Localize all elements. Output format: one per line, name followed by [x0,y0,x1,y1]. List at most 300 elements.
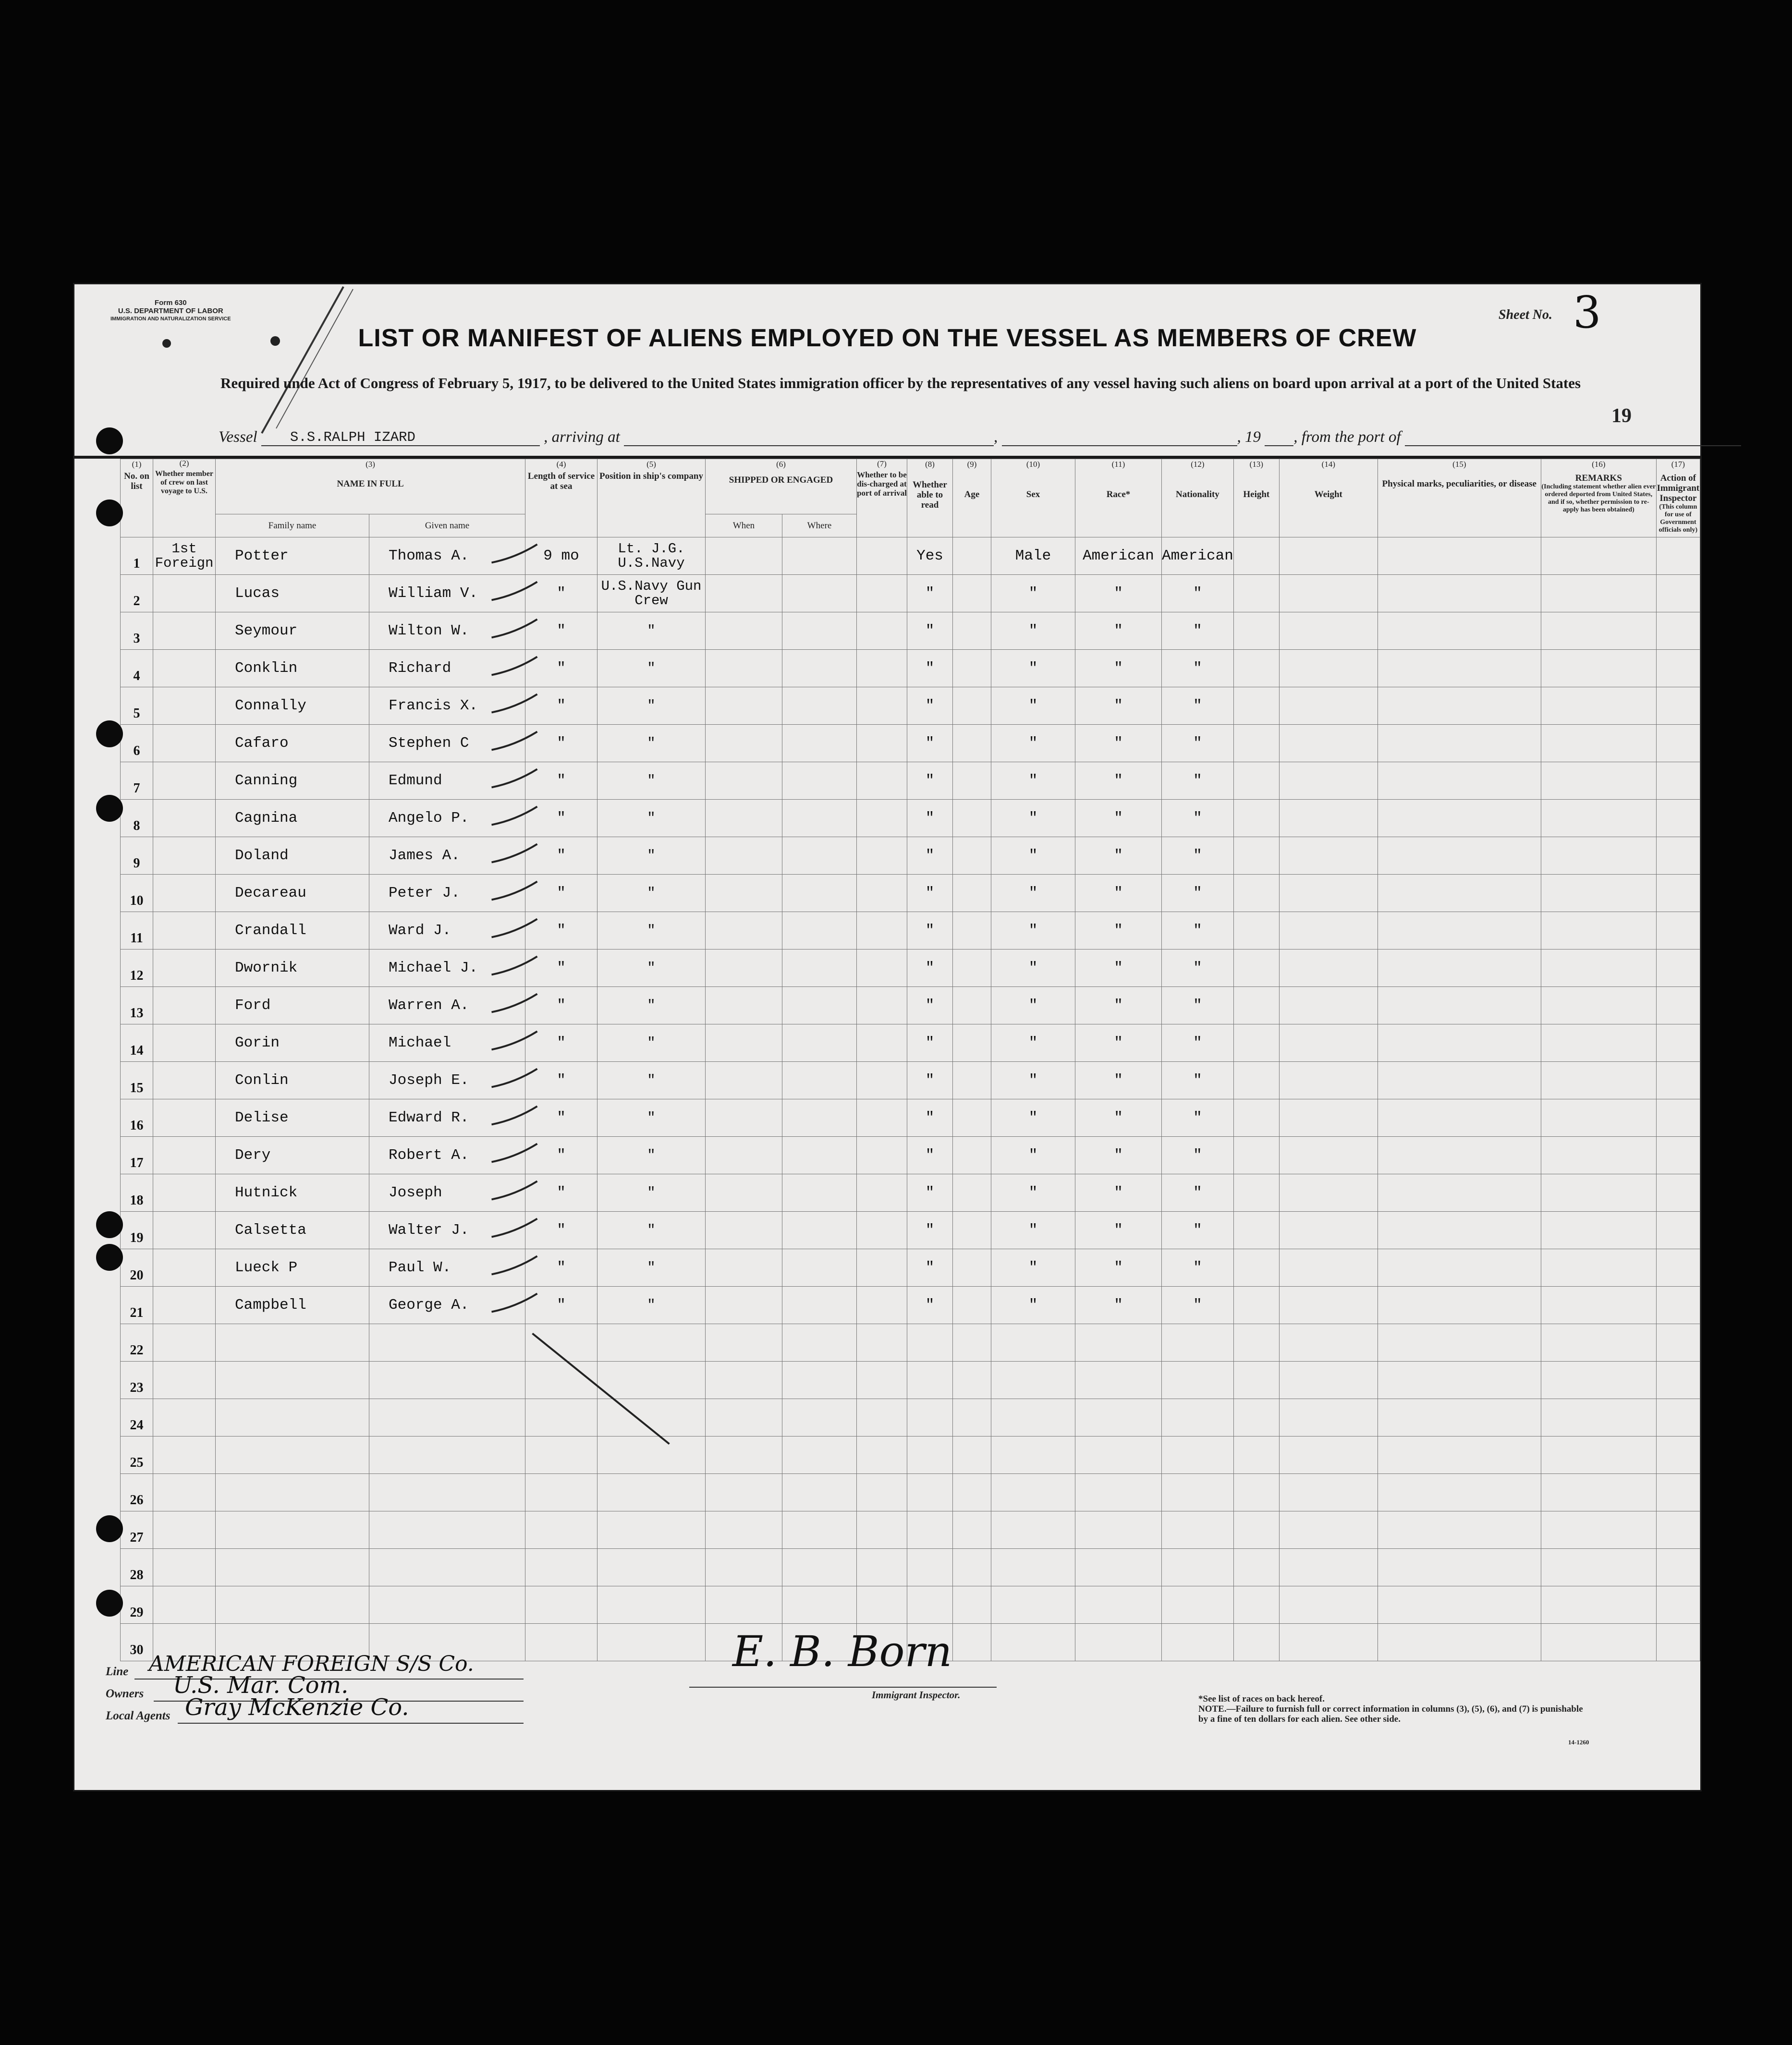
family-name-cell: Cafaro [216,725,369,762]
physical-marks-cell [1378,1549,1541,1586]
position-cell: " [597,800,706,837]
race-cell: " [1075,1024,1162,1062]
age-cell [953,1624,991,1661]
sex-cell: " [991,1212,1075,1249]
remarks-cell [1541,1586,1656,1624]
inspector-action-cell [1656,1624,1700,1661]
check-stroke [492,1031,537,1049]
service-length-cell: " [525,575,597,612]
nationality-cell [1162,1549,1234,1586]
given-name-cell: Joseph [369,1174,525,1212]
col-header-race: (11) Race* [1075,459,1162,537]
owners-value: U.S. Mar. Com. [173,1672,349,1699]
race-cell: " [1075,1287,1162,1324]
able-to-read-cell: " [907,725,953,762]
nationality-cell: " [1162,1024,1234,1062]
nationality-cell: " [1162,687,1234,725]
family-name-cell: Gorin [216,1024,369,1062]
given-name-cell [369,1586,525,1624]
family-name-cell: Conklin [216,650,369,687]
nationality-cell: American [1162,537,1234,575]
able-to-read-cell [907,1586,953,1624]
table-row [121,1586,1700,1624]
given-name-cell: Edward R. [369,1099,525,1137]
race-cell: " [1075,800,1162,837]
position-cell: " [597,687,706,725]
col-header-service: (4) Length of service at sea [525,459,597,537]
able-to-read-cell: " [907,837,953,875]
able-to-read-cell: " [907,949,953,987]
check-stroke [492,1069,537,1087]
family-name-cell: Cagnina [216,800,369,837]
service-name: IMMIGRATION AND NATURALIZATION SERVICE [110,316,231,322]
row-number: 11 [121,912,153,949]
able-to-read-cell: " [907,1287,953,1324]
sex-cell: " [991,1174,1075,1212]
check-stroke [492,919,537,937]
punch-hole [96,1590,123,1617]
given-name-cell: Paul W. [369,1249,525,1287]
row-number: 27 [121,1511,153,1549]
service-length-cell: " [525,837,597,875]
row-number: 4 [121,650,153,687]
discharged-cell [857,1549,907,1586]
col-header-physical: (15) Physical marks, peculiarities, or disease [1378,459,1541,537]
discharged-cell [857,1586,907,1624]
position-cell [597,1624,706,1661]
height-cell [1233,1586,1279,1624]
family-name-cell: Ford [216,987,369,1024]
col-header-shipped: (6) SHIPPED OR ENGAGED [706,459,857,514]
row-number: 20 [121,1249,153,1287]
given-name-cell: James A. [369,837,525,875]
department-name: U.S. DEPARTMENT OF LABOR [118,307,223,315]
sex-cell: " [991,800,1075,837]
service-length-cell: " [525,987,597,1024]
vessel-name: S.S.RALPH IZARD [261,429,540,446]
line-label: Line [106,1665,129,1678]
weight-cell [1279,1624,1378,1661]
row-number: 26 [121,1474,153,1511]
position-cell: " [597,912,706,949]
shipped-where-cell [782,1549,857,1586]
service-length-cell: " [525,1137,597,1174]
sex-cell: " [991,687,1075,725]
family-name-cell: Conlin [216,1062,369,1099]
service-length-cell: " [525,949,597,987]
check-stroke [492,844,537,862]
check-stroke [492,1181,537,1199]
given-name-cell: Ward J. [369,912,525,949]
races-note: *See list of races on back hereof. [1198,1694,1325,1704]
sex-cell [991,1586,1075,1624]
punch-hole [96,499,123,526]
nationality-cell: " [1162,1212,1234,1249]
position-cell: " [597,1174,706,1212]
vessel-label: Vessel [219,428,257,446]
check-stroke [492,994,537,1012]
race-cell: " [1075,1249,1162,1287]
service-length-cell: " [525,875,597,912]
family-name-cell [216,1549,369,1586]
race-cell: " [1075,575,1162,612]
check-stroke [492,1293,537,1312]
service-length-cell: " [525,762,597,800]
family-name-cell: Delise [216,1099,369,1137]
sex-cell: " [991,612,1075,650]
service-length-cell [525,1549,597,1586]
row-number: 18 [121,1174,153,1212]
col-header-nationality: (12) Nationality [1162,459,1234,537]
row-number: 1 [121,537,153,575]
service-length-cell: " [525,1212,597,1249]
family-name-cell: Crandall [216,912,369,949]
nationality-cell: " [1162,1287,1234,1324]
family-name-cell: Seymour [216,612,369,650]
nationality-cell: " [1162,1062,1234,1099]
family-name-cell: Decareau [216,875,369,912]
remarks-cell [1541,1549,1656,1586]
page-subtitle: Required unde Act of Congress of February 5, 1917, to be delivered to the United States immigration officer by the representatives of any vessel having such aliens on board upon arrival at a port of the United States [220,375,1581,391]
race-cell: " [1075,650,1162,687]
given-name-cell: Edmund [369,762,525,800]
row-number: 2 [121,575,153,612]
race-cell: " [1075,912,1162,949]
row-number: 28 [121,1549,153,1586]
position-cell: " [597,1024,706,1062]
nationality-cell: " [1162,725,1234,762]
able-to-read-cell: " [907,1062,953,1099]
able-to-read-cell: " [907,1099,953,1137]
service-length-cell: " [525,1249,597,1287]
col-header-position: (5) Position in ship's company [597,459,706,537]
inspector-action-cell [1656,1549,1700,1586]
row-number: 14 [121,1024,153,1062]
shipped-when-cell [706,1586,782,1624]
position-cell: " [597,1212,706,1249]
inspector-signature: E. B. Born [732,1627,952,1676]
row-number: 8 [121,800,153,837]
row-number: 13 [121,987,153,1024]
owners-label: Owners [106,1687,144,1700]
check-stroke [492,1144,537,1162]
row-number: 15 [121,1062,153,1099]
race-cell: " [1075,1174,1162,1212]
service-length-cell: " [525,1024,597,1062]
service-length-cell: " [525,612,597,650]
nationality-cell: " [1162,837,1234,875]
able-to-read-cell: " [907,1137,953,1174]
sex-cell: " [991,912,1075,949]
row-number: 30 [121,1624,153,1661]
col-header-given: Given name [369,514,525,537]
race-cell: " [1075,1062,1162,1099]
line-value: AMERICAN FOREIGN S/S Co. [149,1652,474,1676]
check-stroke [492,956,537,974]
from-port-label: from the port of [1301,428,1401,446]
physical-marks-cell [1378,1624,1541,1661]
sheet-label: Sheet No. [1499,307,1552,322]
sex-cell: " [991,725,1075,762]
sex-cell: " [991,837,1075,875]
service-length-cell: 9 mo [525,537,597,575]
nationality-cell: " [1162,987,1234,1024]
able-to-read-cell: " [907,912,953,949]
service-length-cell: " [525,1174,597,1212]
page-title: LIST OR MANIFEST OF ALIENS EMPLOYED ON THE VESSEL AS MEMBERS OF CREW [358,324,1417,352]
position-cell: Lt. J.G. U.S.Navy [597,537,706,575]
family-name-cell: Lueck P [216,1249,369,1287]
row-number: 25 [121,1436,153,1474]
inspector-label: Immigrant Inspector. [872,1689,961,1701]
family-name-cell: Dery [216,1137,369,1174]
col-header-inspector: (17) Action of Immigrant Inspector (This column for use of Government officials only) [1656,459,1700,537]
sex-cell: " [991,875,1075,912]
able-to-read-cell: " [907,1024,953,1062]
row-number: 17 [121,1137,153,1174]
position-cell: " [597,725,706,762]
punch-hole [96,720,123,747]
sex-cell: " [991,762,1075,800]
local-agents-label: Local Agents [106,1709,171,1722]
col-header-weight: (14) Weight [1279,459,1378,537]
col-header-where: Where [782,514,857,537]
row-number: 3 [121,612,153,650]
family-name-cell: Campbell [216,1287,369,1324]
sex-cell: " [991,1249,1075,1287]
col-header-height: (13) Height [1233,459,1279,537]
service-length-cell: " [525,1062,597,1099]
family-name-cell: Calsetta [216,1212,369,1249]
able-to-read-cell: " [907,575,953,612]
col-header-no: (1) No. on list [121,459,153,537]
service-length-cell: " [525,1287,597,1324]
last-voyage-cell [153,1549,216,1586]
race-cell: " [1075,1137,1162,1174]
able-to-read-cell: " [907,800,953,837]
row-number: 22 [121,1324,153,1362]
table-row [121,1549,1700,1586]
row-number: 23 [121,1362,153,1399]
sex-cell: " [991,949,1075,987]
race-cell [1075,1586,1162,1624]
nationality-cell: " [1162,1174,1234,1212]
row-number: 7 [121,762,153,800]
able-to-read-cell: " [907,687,953,725]
given-name-cell: Angelo P. [369,800,525,837]
check-stroke [492,1218,537,1237]
nationality-cell: " [1162,575,1234,612]
form-number: Form 630 [154,299,187,307]
sex-cell: Male [991,537,1075,575]
service-length-cell: " [525,912,597,949]
given-name-cell: Walter J. [369,1212,525,1249]
position-cell: " [597,1249,706,1287]
given-name-cell: George A. [369,1287,525,1324]
check-stroke [492,731,537,750]
race-cell: " [1075,949,1162,987]
given-name-cell: Robert A. [369,1137,525,1174]
row-number: 24 [121,1399,153,1436]
nationality-cell: " [1162,1099,1234,1137]
col-header-read: (8) Whether able to read [907,459,953,537]
row-number: 6 [121,725,153,762]
given-name-cell: Thomas A. [369,537,525,575]
position-cell: " [597,949,706,987]
given-name-cell [369,1549,525,1586]
check-stroke [492,582,537,600]
family-name-cell: Hutnick [216,1174,369,1212]
nationality-cell: " [1162,912,1234,949]
family-name-cell [216,1586,369,1624]
year-prefix: 19 [1245,428,1261,446]
col-header-remarks: (16) REMARKS (Including statement whether alien ever ordered deported from United States, and if so, whether permission to re-apply has been obtained) [1541,459,1656,537]
position-cell: " [597,875,706,912]
family-name-cell: Connally [216,687,369,725]
nationality-cell: " [1162,949,1234,987]
row-number: 29 [121,1586,153,1624]
sex-cell [991,1549,1075,1586]
position-cell: " [597,1287,706,1324]
given-name-cell: Richard [369,650,525,687]
given-name-cell: Wilton W. [369,612,525,650]
service-length-cell: " [525,725,597,762]
col-header-name: (3) NAME IN FULL [216,459,525,514]
check-stroke [492,769,537,787]
sex-cell: " [991,1137,1075,1174]
row-number: 9 [121,837,153,875]
able-to-read-cell: " [907,650,953,687]
last-voyage-cell [153,1586,216,1624]
sex-cell: " [991,1287,1075,1324]
sex-cell: " [991,1099,1075,1137]
weight-cell [1279,1549,1378,1586]
position-cell: " [597,612,706,650]
local-agents-value: Gray McKenzie Co. [185,1694,409,1721]
height-cell [1233,1549,1279,1586]
family-name-cell: Dwornik [216,949,369,987]
able-to-read-cell: " [907,1249,953,1287]
arriving-label: arriving at [551,428,620,446]
race-cell [1075,1624,1162,1661]
race-cell: " [1075,612,1162,650]
position-cell: " [597,837,706,875]
able-to-read-cell: Yes [907,537,953,575]
age-cell [953,1586,991,1624]
able-to-read-cell: " [907,612,953,650]
race-cell: " [1075,837,1162,875]
service-length-cell: " [525,650,597,687]
punch-hole [96,795,123,822]
inspector-action-cell [1656,1586,1700,1624]
position-cell [597,1586,706,1624]
punch-hole [96,1515,123,1542]
document-number: 19 [1611,405,1632,427]
sex-cell: " [991,650,1075,687]
given-name-cell: Michael J. [369,949,525,987]
vessel-line: Vessel S.S.RALPH IZARD , arriving at , , 19 , from the port of [219,428,1741,446]
race-cell: American [1075,537,1162,575]
able-to-read-cell: " [907,1174,953,1212]
row-number: 16 [121,1099,153,1137]
nationality-cell: " [1162,800,1234,837]
service-length-cell [525,1624,597,1661]
service-length-cell [525,1586,597,1624]
print-code: 14-1260 [1568,1739,1589,1746]
race-cell: " [1075,762,1162,800]
check-stroke [492,544,537,562]
col-header-sex: (10) Sex [991,459,1075,537]
position-cell: " [597,650,706,687]
row-number: 12 [121,949,153,987]
weight-cell [1279,1586,1378,1624]
penalty-note: NOTE.—Failure to furnish full or correct information in columns (3), (5), (6), and (7) is punishable by a fine of ten dollars for each alien. See other side. [1198,1704,1583,1724]
race-cell [1075,1549,1162,1586]
family-name-cell: Potter [216,537,369,575]
col-header-discharged: (7) Whether to be dis-charged at port of arrival [857,459,907,537]
check-stroke [492,806,537,825]
position-cell: " [597,1099,706,1137]
service-length-cell: " [525,687,597,725]
nationality-cell: " [1162,1249,1234,1287]
nationality-cell [1162,1586,1234,1624]
age-cell [953,1549,991,1586]
race-cell: " [1075,875,1162,912]
row-number: 10 [121,875,153,912]
given-name-cell: Peter J. [369,875,525,912]
nationality-cell: " [1162,650,1234,687]
sheet-number: 3 [1573,287,1601,338]
given-name-cell: Stephen C [369,725,525,762]
last-voyage-cell: 1st Foreign [153,537,216,575]
check-stroke [492,657,537,675]
family-name-cell: Canning [216,762,369,800]
sex-cell: " [991,575,1075,612]
family-name-cell: Lucas [216,575,369,612]
row-number: 21 [121,1287,153,1324]
position-cell [597,1549,706,1586]
footer-owner-block [106,1652,586,1761]
row-number: 19 [121,1212,153,1249]
punch-hole [96,1244,123,1271]
position-cell: U.S.Navy Gun Crew [597,575,706,612]
position-cell: " [597,1062,706,1099]
height-cell [1233,1624,1279,1661]
nationality-cell: " [1162,612,1234,650]
check-stroke [492,619,537,637]
race-cell: " [1075,725,1162,762]
col-header-last-voyage: (2) Whether member of crew on last voyage to U.S. [153,459,216,537]
given-name-cell: Joseph E. [369,1062,525,1099]
able-to-read-cell: " [907,987,953,1024]
able-to-read-cell: " [907,1212,953,1249]
able-to-read-cell: " [907,762,953,800]
end-of-list-stroke [533,1334,670,1444]
check-stroke [492,1106,537,1124]
sex-cell: " [991,1024,1075,1062]
given-name-cell: Francis X. [369,687,525,725]
race-cell: " [1075,1099,1162,1137]
given-name-cell: Warren A. [369,987,525,1024]
check-stroke [492,694,537,712]
col-header-when: When [706,514,782,537]
row-number: 5 [121,687,153,725]
sex-cell: " [991,987,1075,1024]
sex-cell: " [991,1062,1075,1099]
nationality-cell: " [1162,875,1234,912]
able-to-read-cell: " [907,875,953,912]
service-length-cell: " [525,1099,597,1137]
